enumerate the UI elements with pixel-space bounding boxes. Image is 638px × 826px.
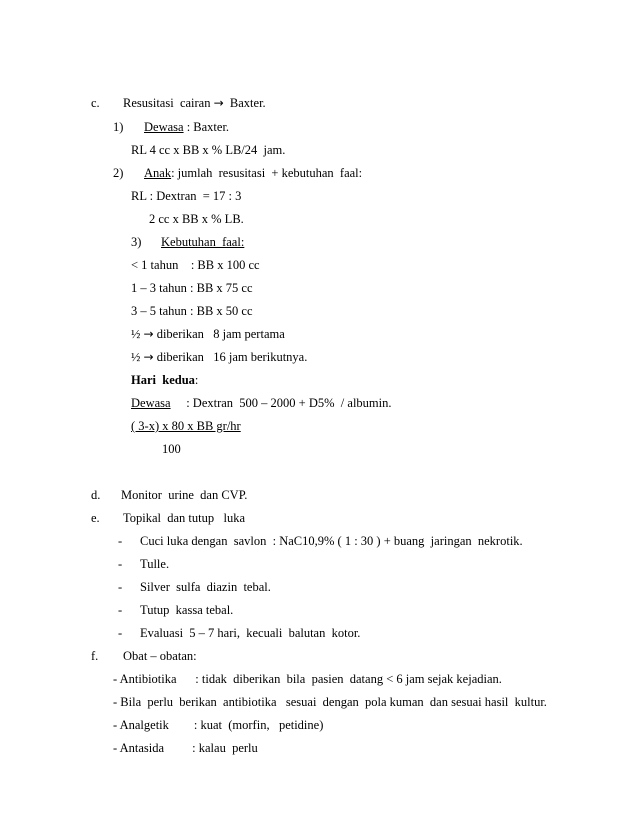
section-f-letter: f. bbox=[91, 649, 99, 663]
right-arrow-icon: → bbox=[143, 350, 154, 364]
fraction-numerator: ( 3-x) x 80 x BB gr/hr bbox=[131, 419, 241, 433]
item-2 bbox=[144, 165, 362, 181]
list-bullet: - bbox=[118, 580, 123, 594]
item-1 bbox=[144, 119, 229, 135]
section-e-letter: e. bbox=[91, 511, 100, 525]
drug-antibiotics: - Antibiotika : tidak diberikan bila pasien datang < 6 jam sejak kejadian. bbox=[113, 672, 502, 686]
item-2-num: 2) bbox=[113, 166, 124, 180]
fraction-denominator: 100 bbox=[162, 442, 181, 456]
section-f-text: Obat – obatan: bbox=[123, 649, 197, 663]
item-1-num: 1) bbox=[113, 120, 124, 134]
adult-label: Dewasa bbox=[131, 396, 171, 410]
half-first-pre: ½ bbox=[131, 327, 141, 341]
item-2-label: Anak bbox=[144, 166, 172, 180]
section-c-title-post: Baxter. bbox=[229, 96, 266, 110]
list-bullet: - bbox=[118, 603, 123, 617]
list-bullet: - bbox=[118, 557, 123, 571]
half-first-post: diberikan 8 jam pertama bbox=[156, 327, 285, 341]
need-1-3: 1 – 3 tahun : BB x 75 cc bbox=[131, 281, 253, 295]
ratio-line: RL : Dextran = 17 : 3 bbox=[131, 189, 242, 203]
section-d-text: Monitor urine dan CVP. bbox=[121, 488, 248, 502]
day-two-colon: : bbox=[194, 373, 199, 387]
list-item: Tutup kassa tebal. bbox=[140, 603, 234, 617]
item-3-num: 3) bbox=[131, 235, 142, 249]
list-item: Cuci luka dengan savlon : NaC10,9% ( 1 : 30 ) + buang jaringan nekrotik. bbox=[140, 534, 523, 548]
formula-2: 2 cc x BB x % LB. bbox=[149, 212, 244, 226]
right-arrow-icon: → bbox=[213, 96, 224, 110]
section-c-letter: c. bbox=[91, 96, 100, 110]
list-bullet: - bbox=[118, 534, 123, 548]
need-3-5: 3 – 5 tahun : BB x 50 cc bbox=[131, 304, 253, 318]
half-first bbox=[131, 326, 285, 342]
item-2-text: : jumlah resusitasi + kebutuhan faal: bbox=[171, 166, 363, 180]
item-3-label: Kebutuhan faal: bbox=[161, 235, 245, 249]
item-1-label: Dewasa bbox=[144, 120, 184, 134]
drug-antacids: - Antasida : kalau perlu bbox=[113, 741, 258, 755]
list-item: Evaluasi 5 – 7 hari, kecuali balutan kotor. bbox=[140, 626, 361, 640]
formula-1: RL 4 cc x BB x % LB/24 jam. bbox=[131, 143, 286, 157]
section-e-text: Topikal dan tutup luka bbox=[123, 511, 246, 525]
half-second-pre: ½ bbox=[131, 350, 141, 364]
drug-analgesics: - Analgetik : kuat (morfin, petidine) bbox=[113, 718, 324, 732]
list-bullet: - bbox=[118, 626, 123, 640]
right-arrow-icon: → bbox=[143, 327, 154, 341]
half-second bbox=[131, 349, 307, 365]
need-under-1: < 1 tahun : BB x 100 cc bbox=[131, 258, 260, 272]
section-c-title-pre: Resusitasi cairan bbox=[123, 96, 211, 110]
list-item: Silver sulfa diazin tebal. bbox=[140, 580, 271, 594]
drug-antibiotics-note: - Bila perlu berikan antibiotika sesuai dengan pola kuman dan sesuai hasil kultur. bbox=[113, 695, 547, 709]
item-1-text: : Baxter. bbox=[183, 120, 230, 134]
list-item: Tulle. bbox=[140, 557, 170, 571]
day-two-label: Hari kedua bbox=[131, 373, 195, 387]
half-second-post: diberikan 16 jam berikutnya. bbox=[156, 350, 308, 364]
day-two-heading bbox=[131, 372, 198, 388]
section-c-title bbox=[123, 95, 266, 111]
adult-line bbox=[131, 395, 392, 411]
adult-text: : Dextran 500 – 2000 + D5% / albumin. bbox=[170, 396, 392, 410]
section-d-letter: d. bbox=[91, 488, 101, 502]
